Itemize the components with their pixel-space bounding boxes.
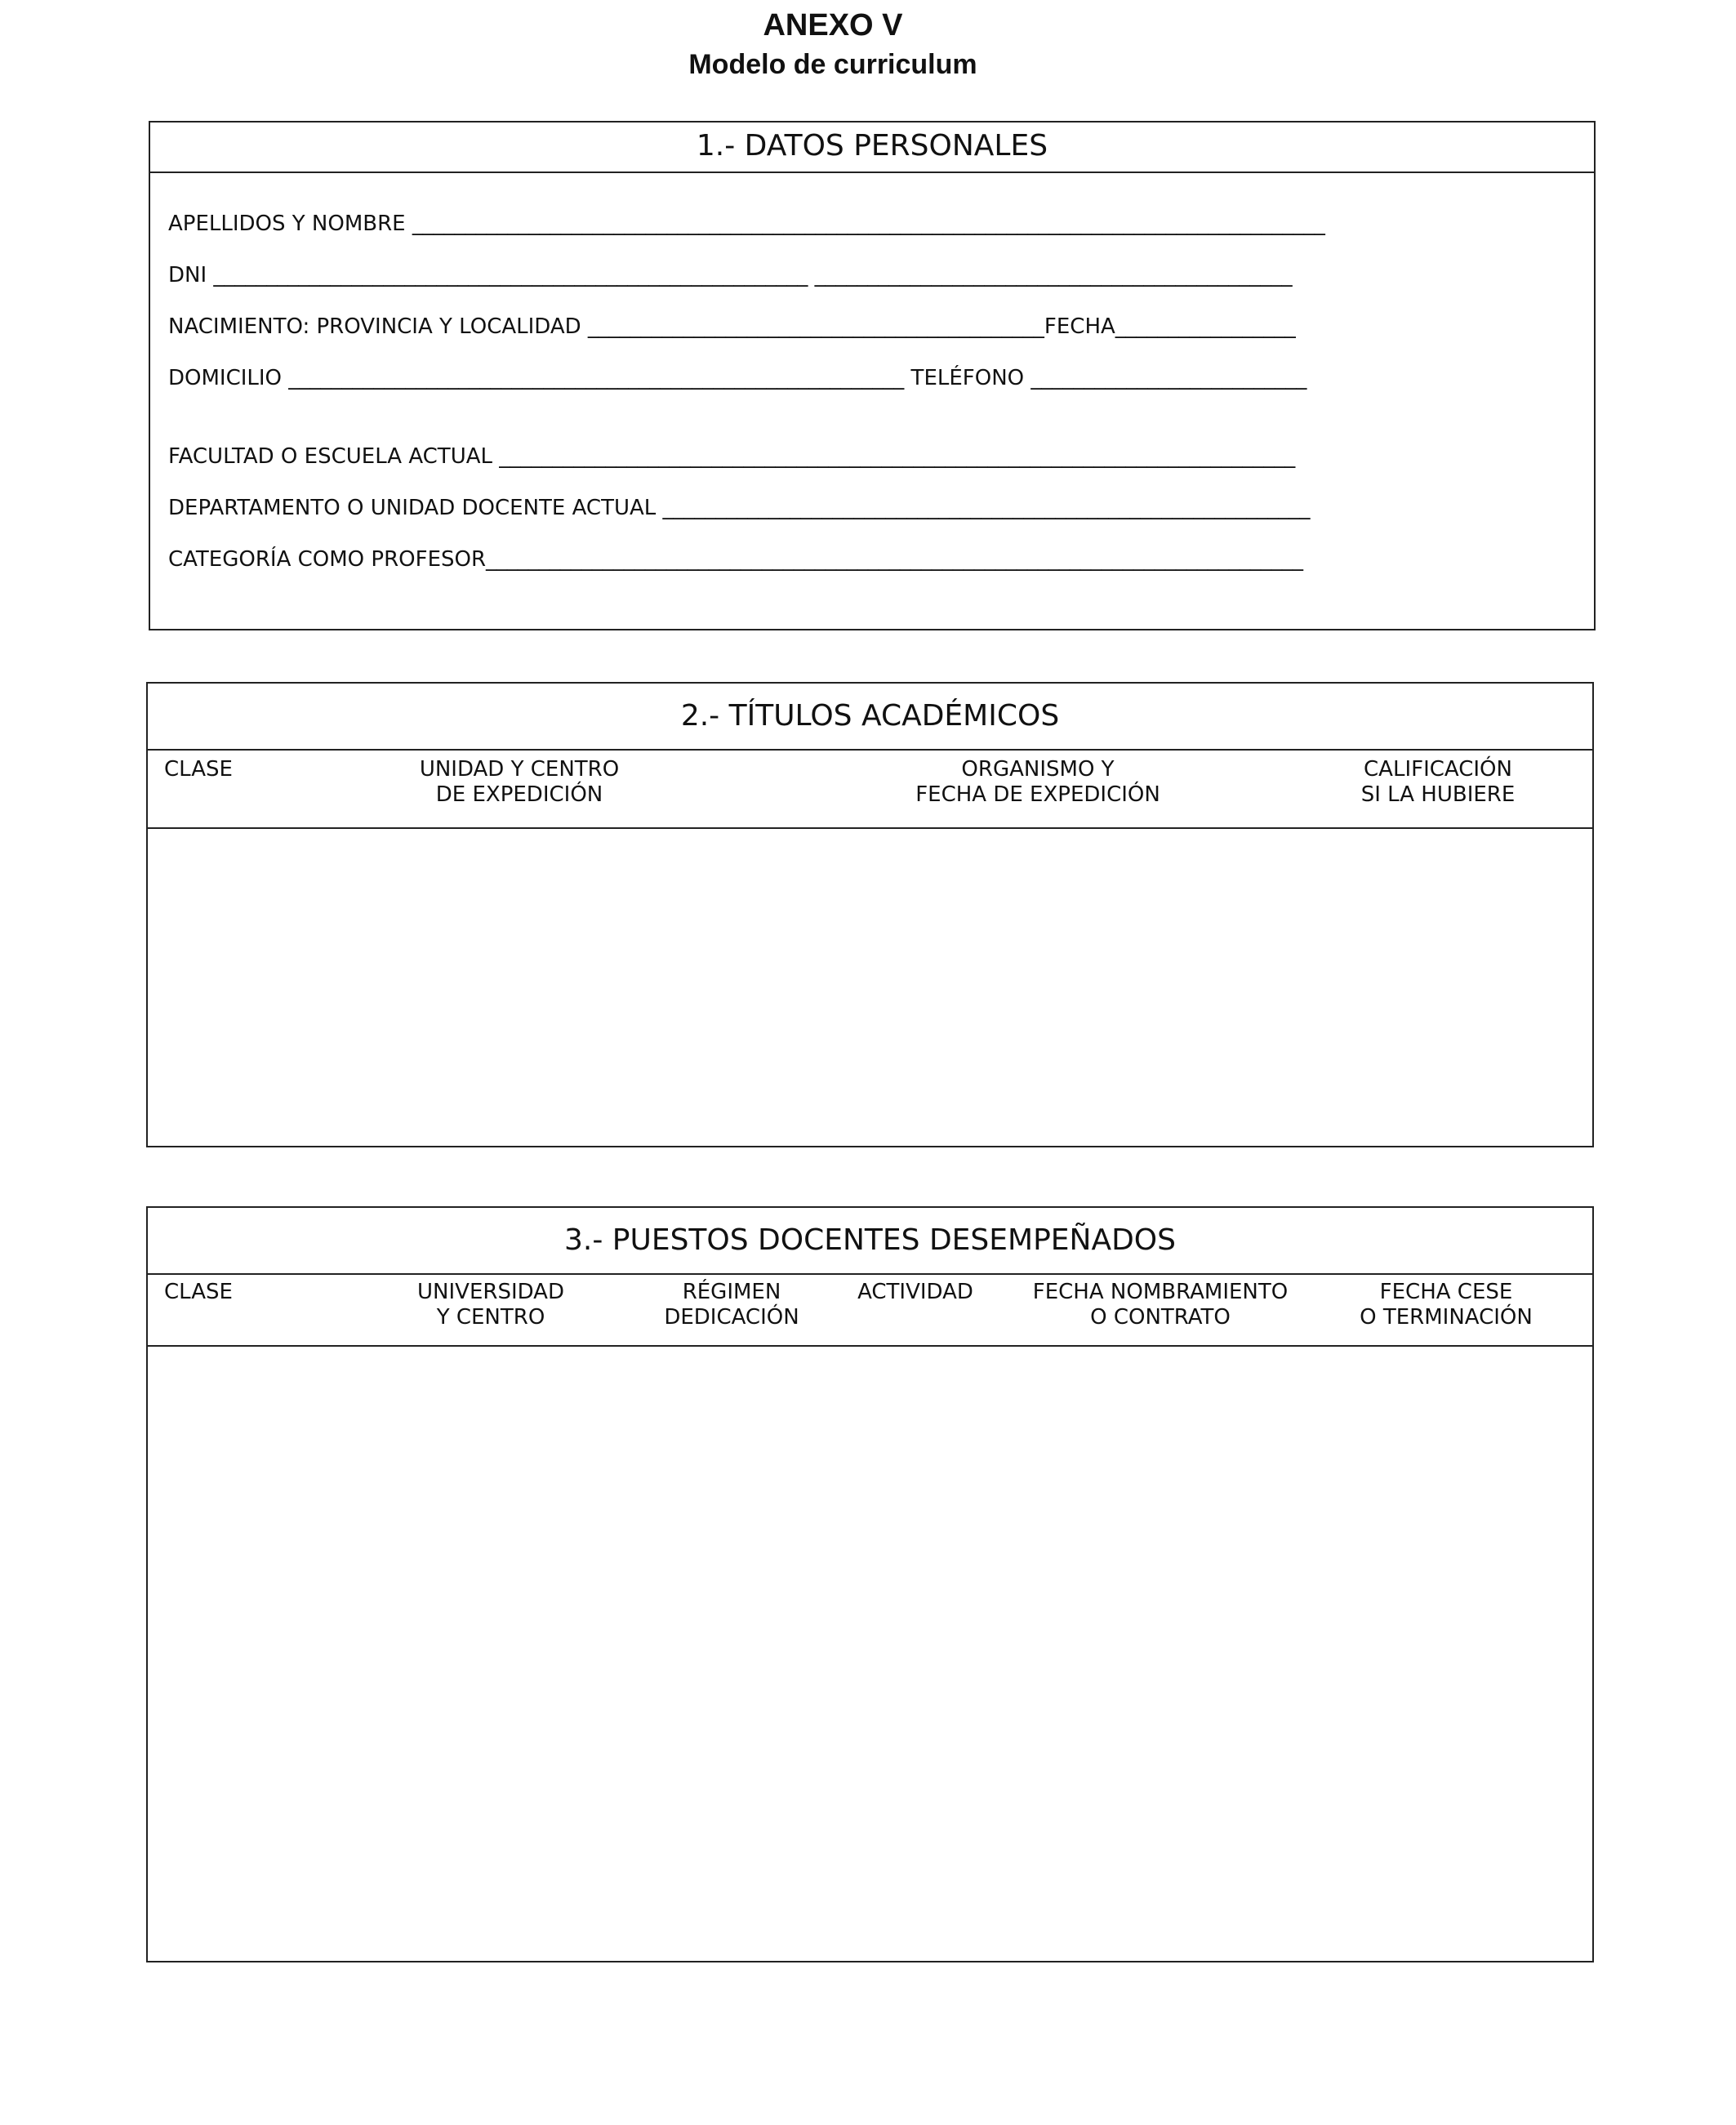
- field-domicilio-telefono[interactable]: DOMICILIO __________________________________________________________ TELÉFONO __________________________: [168, 366, 1307, 390]
- field-dni[interactable]: DNI ________________________________________________________ _____________________________________________: [168, 263, 1293, 287]
- column-header-unidad-centro: UNIDAD Y CENTRO DE EXPEDICIÓN: [419, 757, 620, 807]
- column-header-universidad-centro: UNIVERSIDAD Y CENTRO: [417, 1280, 564, 1330]
- table-body-titulos[interactable]: [148, 829, 1592, 1146]
- column-header-clase: CLASE: [164, 757, 233, 782]
- table-body-puestos[interactable]: [148, 1347, 1592, 1961]
- field-nacimiento-fecha[interactable]: NACIMIENTO: PROVINCIA Y LOCALIDAD ___________________________________________FECHA_________________: [168, 314, 1296, 339]
- field-departamento-unidad[interactable]: DEPARTAMENTO O UNIDAD DOCENTE ACTUAL _____________________________________________________________: [168, 496, 1311, 520]
- section-header-datos-personales: 1.- DATOS PERSONALES: [150, 123, 1594, 173]
- column-header-organismo-fecha: ORGANISMO Y FECHA DE EXPEDICIÓN: [915, 757, 1160, 807]
- field-categoria-profesor[interactable]: CATEGORÍA COMO PROFESOR_____________________________________________________________________________: [168, 547, 1304, 572]
- page-title: ANEXO V: [763, 8, 903, 42]
- column-header-row: [148, 1273, 1592, 1347]
- section-datos-personales: [149, 121, 1596, 630]
- section-puestos-docentes: [146, 1206, 1594, 1962]
- section-titulos-academicos: [146, 682, 1594, 1147]
- field-facultad-escuela[interactable]: FACULTAD O ESCUELA ACTUAL ___________________________________________________________________________: [168, 444, 1296, 469]
- column-header-row: [148, 749, 1592, 829]
- section-header-titulos-academicos: 2.- TÍTULOS ACADÉMICOS: [148, 684, 1592, 751]
- column-header-regimen-dedicacion: RÉGIMEN DEDICACIÓN: [664, 1280, 799, 1330]
- column-header-actividad: ACTIVIDAD: [857, 1280, 973, 1304]
- column-header-fecha-nombramiento: FECHA NOMBRAMIENTO O CONTRATO: [1032, 1280, 1289, 1330]
- column-header-calificacion: CALIFICACIÓN SI LA HUBIERE: [1360, 757, 1516, 807]
- field-apellidos-nombre[interactable]: APELLIDOS Y NOMBRE ______________________________________________________________________________________: [168, 212, 1325, 236]
- page-subtitle: Modelo de curriculum: [688, 49, 977, 80]
- column-header-fecha-cese: FECHA CESE O TERMINACIÓN: [1360, 1280, 1533, 1330]
- column-header-clase: CLASE: [164, 1280, 233, 1304]
- section-header-puestos-docentes: 3.- PUESTOS DOCENTES DESEMPEÑADOS: [148, 1208, 1592, 1275]
